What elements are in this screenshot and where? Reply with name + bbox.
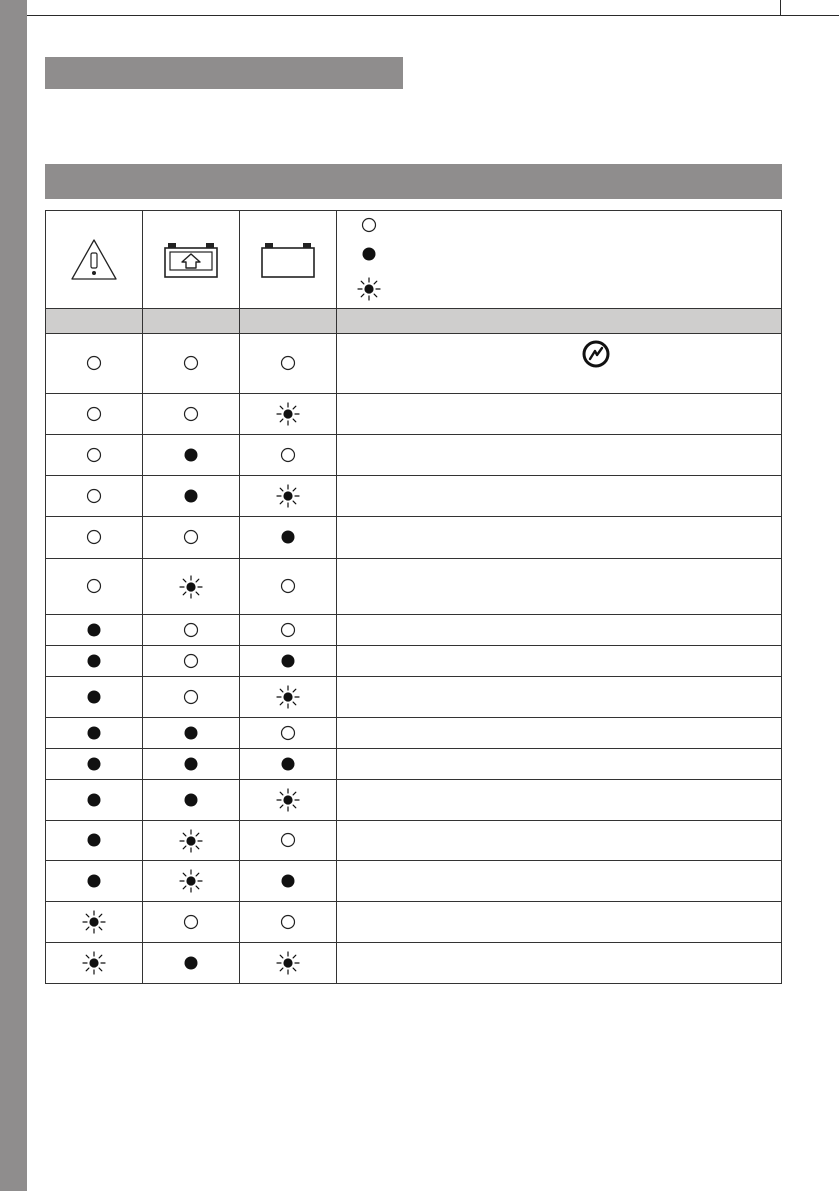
warning-led-cell [46, 334, 143, 394]
led-off-icon [86, 488, 102, 504]
led-state-row [46, 943, 782, 984]
led-off-icon [183, 529, 199, 545]
led-off-icon [280, 355, 296, 371]
led-off-icon [86, 355, 102, 371]
led-off-icon [183, 622, 199, 638]
header-charging-cell [143, 211, 240, 309]
battery-led-cell [240, 615, 337, 646]
led-on-icon [280, 529, 296, 545]
led-state-row [46, 615, 782, 646]
power-plug-icon [582, 340, 610, 368]
warning-led-cell [46, 517, 143, 559]
state-description-cell [337, 821, 782, 861]
charging-led-cell [143, 517, 240, 559]
subheader-cell [143, 309, 240, 334]
charging-led-cell [143, 615, 240, 646]
led-on-icon [86, 622, 102, 638]
state-description-cell [337, 476, 782, 517]
led-off-icon [183, 689, 199, 705]
led-state-row [46, 394, 782, 435]
battery-led-cell [240, 517, 337, 559]
state-description-cell [337, 718, 782, 749]
legend-led-off-icon [361, 217, 377, 233]
led-state-row [46, 718, 782, 749]
state-description-cell [337, 677, 782, 718]
led-on-icon [280, 756, 296, 772]
battery-led-cell [240, 821, 337, 861]
led-state-row [46, 902, 782, 943]
led-blink-icon [179, 829, 203, 853]
table-subheader-row [46, 309, 782, 334]
charging-led-cell [143, 476, 240, 517]
charging-led-cell [143, 821, 240, 861]
top-crop-tick [780, 0, 781, 16]
state-description-cell [337, 861, 782, 902]
led-off-icon [183, 406, 199, 422]
led-state-row [46, 334, 782, 394]
led-state-row [46, 677, 782, 718]
state-description-cell [337, 435, 782, 476]
led-off-icon [183, 355, 199, 371]
subheader-cell [337, 309, 782, 334]
led-blink-icon [82, 910, 106, 934]
charging-led-cell [143, 677, 240, 718]
battery-led-cell [240, 559, 337, 615]
led-on-icon [183, 792, 199, 808]
led-on-icon [86, 653, 102, 669]
led-off-icon [183, 914, 199, 930]
led-on-icon [86, 873, 102, 889]
battery-led-cell [240, 780, 337, 821]
led-off-icon [183, 653, 199, 669]
warning-led-cell [46, 559, 143, 615]
header-legend-cell [337, 211, 782, 309]
charging-led-cell [143, 861, 240, 902]
led-on-icon [183, 725, 199, 741]
warning-led-cell [46, 902, 143, 943]
state-description-cell [337, 615, 782, 646]
led-on-icon [86, 756, 102, 772]
led-off-icon [280, 578, 296, 594]
header-warning-cell [46, 211, 143, 309]
warning-led-cell [46, 435, 143, 476]
led-on-icon [280, 653, 296, 669]
charging-led-cell [143, 749, 240, 780]
section-header-bar [45, 57, 403, 89]
battery-led-cell [240, 749, 337, 780]
led-off-icon [86, 406, 102, 422]
battery-home-icon [164, 242, 218, 278]
top-crop-rule [27, 15, 839, 16]
charging-led-cell [143, 718, 240, 749]
charging-led-cell [143, 780, 240, 821]
led-state-row [46, 821, 782, 861]
battery-led-cell [240, 861, 337, 902]
state-description-cell [337, 749, 782, 780]
led-off-icon [86, 447, 102, 463]
header-battery-cell [240, 211, 337, 309]
led-on-icon [183, 447, 199, 463]
state-description-cell [337, 394, 782, 435]
charging-led-cell [143, 435, 240, 476]
warning-led-cell [46, 718, 143, 749]
led-on-icon [86, 792, 102, 808]
led-state-row [46, 780, 782, 821]
warning-led-cell [46, 476, 143, 517]
battery-led-cell [240, 394, 337, 435]
warning-led-cell [46, 821, 143, 861]
warning-led-cell [46, 861, 143, 902]
battery-led-cell [240, 334, 337, 394]
warning-led-cell [46, 749, 143, 780]
battery-led-cell [240, 435, 337, 476]
led-off-icon [280, 914, 296, 930]
charging-led-cell [143, 559, 240, 615]
led-state-row [46, 861, 782, 902]
state-description-cell [337, 334, 782, 394]
led-off-icon [280, 832, 296, 848]
charging-led-cell [143, 394, 240, 435]
battery-led-cell [240, 677, 337, 718]
battery-led-cell [240, 718, 337, 749]
led-state-row [46, 646, 782, 677]
led-off-icon [86, 578, 102, 594]
warning-led-cell [46, 646, 143, 677]
state-description-cell [337, 646, 782, 677]
led-state-row [46, 559, 782, 615]
led-on-icon [183, 955, 199, 971]
battery-led-cell [240, 646, 337, 677]
led-off-icon [280, 447, 296, 463]
warning-led-cell [46, 615, 143, 646]
led-on-icon [86, 725, 102, 741]
led-blink-icon [276, 402, 300, 426]
state-description-cell [337, 780, 782, 821]
led-off-icon [280, 725, 296, 741]
led-off-icon [280, 622, 296, 638]
warning-led-cell [46, 394, 143, 435]
legend-led-blink-icon [357, 277, 381, 301]
legend-led-on-icon [361, 246, 377, 262]
led-state-row [46, 435, 782, 476]
led-state-row [46, 517, 782, 559]
charging-led-cell [143, 902, 240, 943]
side-margin-bar [0, 0, 27, 1191]
charging-led-cell [143, 334, 240, 394]
battery-led-cell [240, 902, 337, 943]
table-title-bar [45, 164, 782, 199]
state-description-cell [337, 559, 782, 615]
state-description-cell [337, 943, 782, 984]
battery-outline-icon [261, 242, 315, 278]
warning-led-cell [46, 943, 143, 984]
state-description-cell [337, 517, 782, 559]
subheader-cell [240, 309, 337, 334]
led-blink-icon [276, 951, 300, 975]
led-state-row [46, 476, 782, 517]
led-blink-icon [82, 951, 106, 975]
led-blink-icon [276, 788, 300, 812]
led-blink-icon [276, 484, 300, 508]
state-description-cell [337, 902, 782, 943]
led-off-icon [86, 529, 102, 545]
led-on-icon [183, 488, 199, 504]
warning-led-cell [46, 780, 143, 821]
led-state-row [46, 749, 782, 780]
led-blink-icon [179, 869, 203, 893]
charging-led-cell [143, 943, 240, 984]
led-on-icon [86, 832, 102, 848]
battery-led-cell [240, 943, 337, 984]
charging-led-cell [143, 646, 240, 677]
led-blink-icon [179, 575, 203, 599]
led-blink-icon [276, 685, 300, 709]
battery-led-cell [240, 476, 337, 517]
led-on-icon [280, 873, 296, 889]
led-status-table [45, 210, 782, 984]
table-header-row [46, 211, 782, 309]
led-on-icon [86, 689, 102, 705]
warning-triangle-icon [69, 237, 119, 283]
subheader-cell [46, 309, 143, 334]
led-on-icon [183, 756, 199, 772]
warning-led-cell [46, 677, 143, 718]
